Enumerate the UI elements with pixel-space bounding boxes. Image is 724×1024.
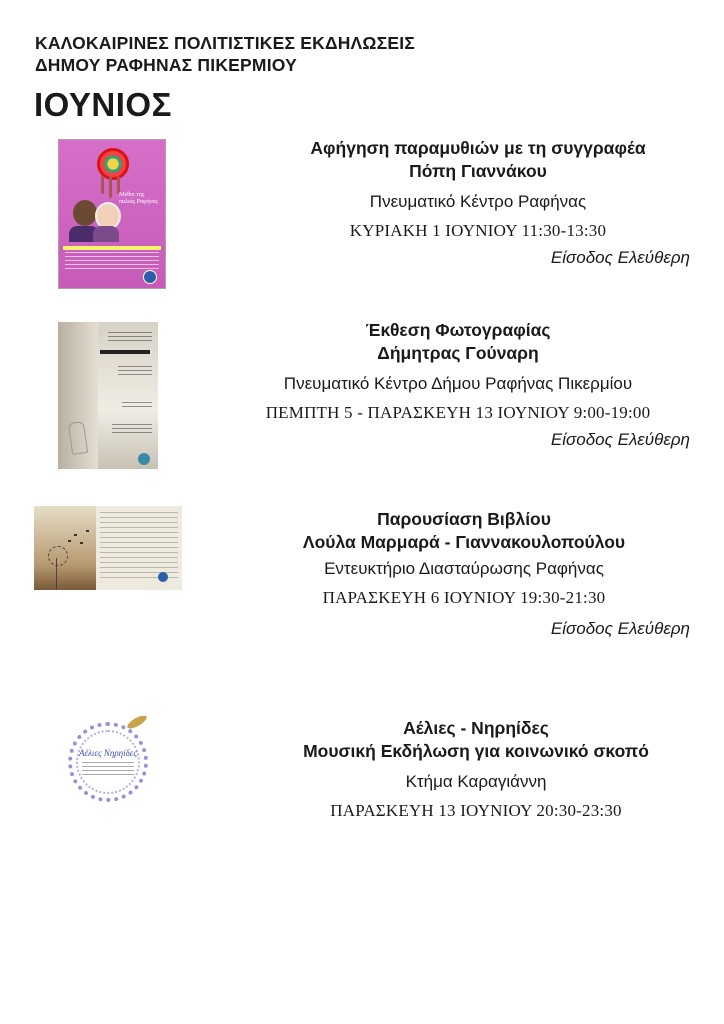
event-date: ΠΕΜΠΤΗ 5 - ΠΑΡΑΣΚΕΥΗ 13 ΙΟΥΝΙΟΥ 9:00-19:00 (265, 403, 651, 422)
header-title-line2: ΔΗΜΟΥ ΡΑΦΗΝΑΣ ΠΙΚΕΡΜΙΟΥ (35, 55, 297, 75)
event-poster-photography (58, 322, 158, 469)
document-header (35, 32, 415, 76)
month-heading: ΙΟΥΝΙΟΣ (34, 86, 172, 123)
event-poster-music (34, 716, 180, 808)
event-poster-storytelling (58, 139, 166, 289)
event-venue: Πνευματικό Κέντρο Δήμου Ραφήνας Πικερμίου (283, 374, 633, 393)
event-date: ΠΑΡΑΣΚΕΥΗ 13 ΙΟΥΝΙΟΥ 20:30-23:30 (330, 801, 622, 820)
poster-title-text: Αέλιες Νηρηίδες (78, 748, 138, 758)
dandelion-icon (48, 546, 68, 566)
event-title: Πόπη Γιαννάκου (409, 161, 547, 181)
municipality-logo-icon (138, 453, 150, 465)
event-title: Αφήγηση παραμυθιών με τη συγγραφέα (310, 138, 646, 158)
event-info (230, 319, 686, 424)
event-info (264, 508, 664, 609)
event-title: Παρουσίαση Βιβλίου (377, 509, 551, 529)
event-info (248, 717, 704, 822)
municipality-logo-icon (158, 572, 168, 582)
poster-title-text: Μύθοι της παλιάς Ραφήνας (119, 192, 158, 205)
event-date: ΠΑΡΑΣΚΕΥΗ 6 ΙΟΥΝΙΟΥ 19:30-21:30 (322, 588, 606, 607)
municipality-logo-icon (143, 270, 157, 284)
event-venue: Πνευματικό Κέντρο Ραφήνας (369, 192, 587, 211)
event-poster-book (34, 506, 182, 590)
event-venue: Κτήμα Καραγιάννη (405, 772, 547, 791)
event-entry: Είσοδος Ελεύθερη (550, 619, 690, 638)
dragonfly-icon (125, 716, 148, 731)
event-title: Αέλιες - Νηρηίδες (403, 718, 549, 738)
event-title: Έκθεση Φωτογραφίας (365, 320, 551, 340)
event-date: ΚΥΡΙΑΚΗ 1 ΙΟΥΝΙΟΥ 11:30-13:30 (349, 221, 607, 240)
event-title: Μουσική Εκδήλωση για κοινωνικό σκοπό (303, 741, 649, 761)
event-venue: Εντευκτήριο Διασταύρωσης Ραφήνας (324, 559, 604, 578)
event-info (250, 137, 706, 242)
event-entry: Είσοδος Ελεύθερη (550, 430, 690, 449)
event-title: Λούλα Μαρμαρά - Γιαννακουλοπούλου (302, 532, 626, 552)
event-title: Δήμητρας Γούναρη (377, 343, 539, 363)
event-entry: Είσοδος Ελεύθερη (550, 248, 690, 267)
header-title-line1: ΚΑΛΟΚΑΙΡΙΝΕΣ ΠΟΛΙΤΙΣΤΙΚΕΣ ΕΚΔΗΛΩΣΕΙΣ (35, 33, 415, 53)
